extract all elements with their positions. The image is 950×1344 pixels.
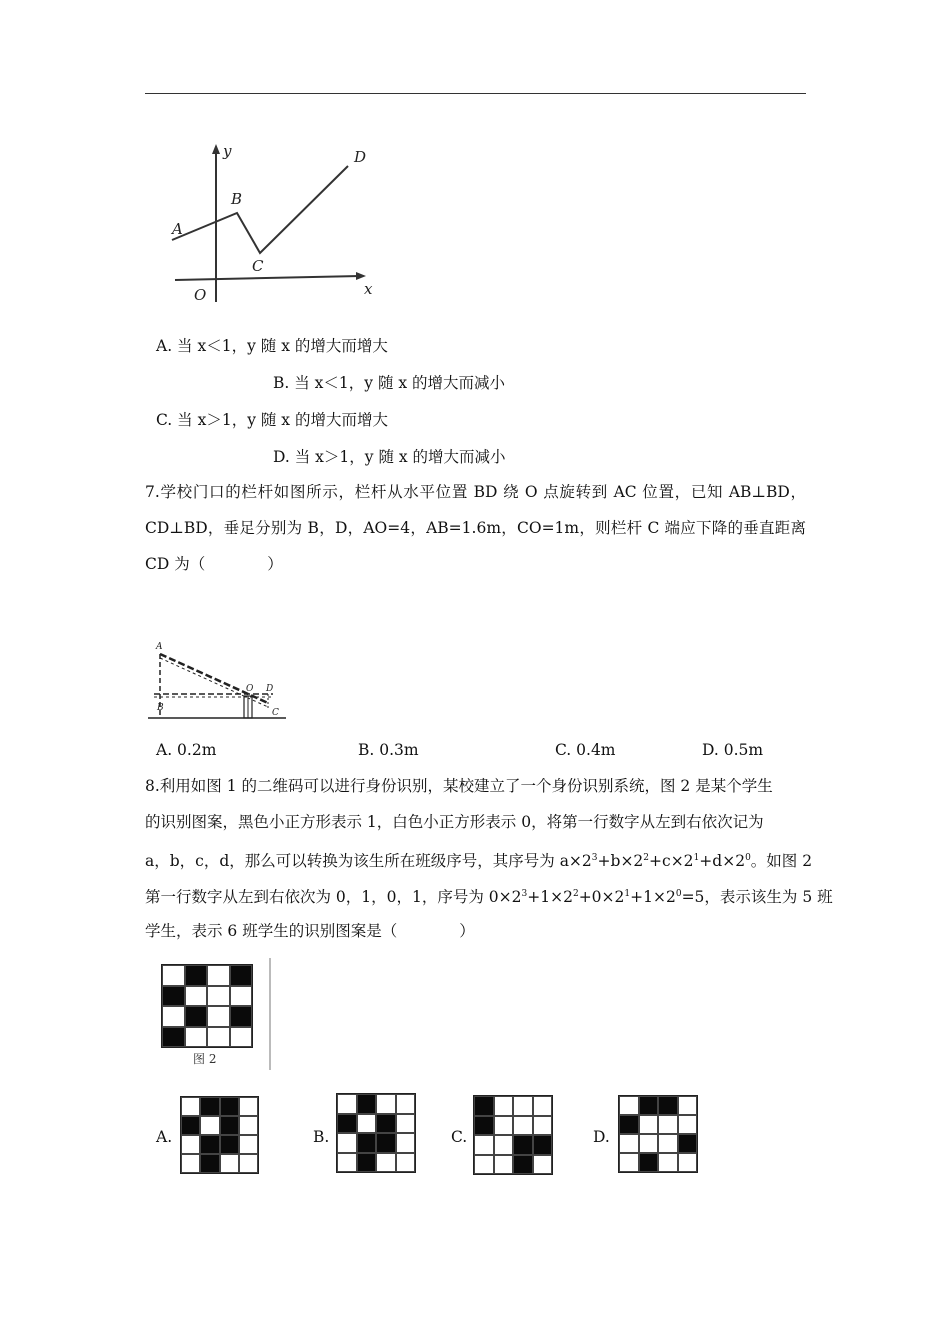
q7-option-c: C. 0.4m — [555, 741, 616, 759]
q8-line-3 — [145, 848, 812, 871]
header-rule — [145, 93, 806, 94]
grid-cell — [185, 1006, 208, 1027]
grid-cell — [533, 1096, 553, 1116]
grid-cell — [678, 1134, 698, 1153]
grid-cell — [181, 1135, 200, 1154]
q7-fig-label-c: C — [272, 708, 279, 718]
grid-cell — [494, 1135, 514, 1155]
grid-cell — [337, 1114, 357, 1134]
origin-label: O — [194, 286, 207, 304]
grid-cell — [619, 1153, 639, 1172]
grid-cell — [207, 986, 230, 1007]
grid-cell — [357, 1153, 377, 1173]
q7-option-b: B. 0.3m — [358, 741, 419, 759]
grid-cell — [376, 1153, 396, 1173]
grid-cell — [207, 1006, 230, 1027]
q8-line-3-suffix: 。如图 2 — [750, 852, 813, 871]
q8-option-d-label: D. — [593, 1128, 610, 1146]
q7-fig-label-d: D — [266, 684, 274, 694]
grid-cell — [639, 1096, 659, 1115]
q8-line-3-mid3: +d×2 — [699, 852, 746, 871]
q8-line-4-suffix: =5，表示该生为 5 班 — [681, 888, 833, 907]
exp-2: 2 — [572, 889, 579, 899]
q8-option-b-grid — [336, 1093, 416, 1173]
q8-line-4 — [145, 884, 833, 907]
grid-cell — [357, 1133, 377, 1153]
axis-y-label: y — [223, 142, 232, 160]
grid-cell — [396, 1114, 416, 1134]
grid-cell — [239, 1135, 258, 1154]
grid-cell — [200, 1097, 219, 1116]
q8-line-5: 学生，表示 6 班学生的识别图案是（ ） — [145, 922, 475, 940]
grid-cell — [513, 1116, 533, 1136]
grid-cell — [181, 1116, 200, 1135]
grid-cell — [357, 1094, 377, 1114]
grid-cell — [474, 1135, 494, 1155]
grid-cell — [533, 1135, 553, 1155]
exp-1: 1 — [624, 889, 631, 899]
point-c-label: C — [252, 257, 264, 275]
q6-option-a: A. 当 x＜1，y 随 x 的增大而增大 — [156, 337, 388, 355]
q8-option-a-label: A. — [156, 1128, 173, 1146]
grid-cell — [619, 1096, 639, 1115]
q8-line-2: 的识别图案，黑色小正方形表示 1，白色小正方形表示 0，将第一行数字从左到右依次记为 — [145, 813, 764, 831]
exp-3: 3 — [521, 889, 528, 899]
q8-option-c-grid — [473, 1095, 553, 1175]
grid-cell — [658, 1115, 678, 1134]
grid-cell — [376, 1133, 396, 1153]
grid-cell — [239, 1097, 258, 1116]
q8-line-4-mid2: +0×2 — [578, 888, 625, 907]
grid-cell — [207, 965, 230, 986]
grid-cell — [678, 1153, 698, 1172]
q7-fig-label-o: O — [246, 684, 254, 694]
grid-cell — [239, 1116, 258, 1135]
q7-option-d: D. 0.5m — [702, 741, 764, 759]
q6-option-d: D. 当 x＞1，y 随 x 的增大而减小 — [273, 448, 506, 466]
q7-fig-label-b: B — [157, 703, 164, 713]
q8-option-a-grid — [180, 1096, 259, 1174]
grid-cell — [181, 1154, 200, 1173]
q8-line-3-mid1: +b×2 — [597, 852, 644, 871]
grid-cell — [162, 965, 185, 986]
grid-cell — [678, 1115, 698, 1134]
grid-cell — [230, 1006, 253, 1027]
grid-cell — [239, 1154, 258, 1173]
grid-cell — [494, 1155, 514, 1175]
grid-cell — [185, 965, 208, 986]
grid-cell — [162, 1006, 185, 1027]
grid-cell — [181, 1097, 200, 1116]
grid-cell — [513, 1096, 533, 1116]
grid-cell — [494, 1096, 514, 1116]
q6-option-b: B. 当 x＜1，y 随 x 的增大而减小 — [273, 374, 506, 392]
grid-cell — [220, 1116, 239, 1135]
grid-cell — [200, 1135, 219, 1154]
grid-cell — [376, 1114, 396, 1134]
grid-cell — [220, 1097, 239, 1116]
grid-cell — [207, 1027, 230, 1048]
q7-question: 7.学校门口的栏杆如图所示，栏杆从水平位置 BD 绕 O 点旋转到 AC 位置，已知 AB⊥BD，CD⊥BD，垂足分别为 B，D，AO=4，AB=1.6m，CO=1m，则栏杆 C 端应下降的垂直距离 CD 为（ ） — [145, 483, 806, 573]
grid-cell — [220, 1135, 239, 1154]
grid-cell — [513, 1155, 533, 1175]
grid-cell — [220, 1154, 239, 1173]
grid-cell — [474, 1155, 494, 1175]
q8-option-b-label: B. — [313, 1128, 330, 1146]
q8-line-3-prefix: a，b，c，d，那么可以转换为该生所在班级序号，其序号为 a×2 — [145, 852, 592, 871]
grid-cell — [658, 1134, 678, 1153]
grid-cell — [619, 1134, 639, 1153]
grid-cell — [337, 1153, 357, 1173]
q7-fig-label-a: A — [156, 642, 163, 652]
grid-cell — [533, 1155, 553, 1175]
grid-cell — [639, 1134, 659, 1153]
q8-line-1: 8.利用如图 1 的二维码可以进行身份识别，某校建立了一个身份识别系统，图 2 是某个学生 — [145, 777, 773, 795]
grid-cell — [639, 1153, 659, 1172]
q8-option-c-label: C. — [451, 1128, 468, 1146]
point-a-label: A — [172, 220, 183, 238]
grid-cell — [185, 986, 208, 1007]
grid-cell — [474, 1096, 494, 1116]
grid-cell — [396, 1133, 416, 1153]
axis-x-label: x — [364, 280, 373, 298]
grid-cell — [533, 1116, 553, 1136]
grid-cell — [230, 1027, 253, 1048]
grid-cell — [200, 1154, 219, 1173]
grid-cell — [357, 1114, 377, 1134]
function-graph — [160, 140, 390, 310]
grid-cell — [337, 1133, 357, 1153]
grid-cell — [396, 1153, 416, 1173]
exp-0: 0 — [675, 889, 682, 899]
q8-line-4-prefix: 第一行数字从左到右依次为 0，1，0，1，序号为 0×2 — [145, 888, 522, 907]
fig2-caption: 图 2 — [193, 1052, 217, 1066]
grid-cell — [230, 986, 253, 1007]
point-d-label: D — [354, 148, 367, 166]
grid-cell — [162, 986, 185, 1007]
grid-cell — [185, 1027, 208, 1048]
grid-cell — [658, 1096, 678, 1115]
grid-cell — [230, 965, 253, 986]
q7-option-a: A. 0.2m — [156, 741, 217, 759]
grid-cell — [396, 1094, 416, 1114]
grid-cell — [658, 1153, 678, 1172]
exp-0: 0 — [745, 853, 751, 863]
grid-cell — [474, 1116, 494, 1136]
grid-cell — [200, 1116, 219, 1135]
q7-barrier-figure — [148, 638, 293, 724]
grid-cell — [376, 1094, 396, 1114]
grid-cell — [678, 1096, 698, 1115]
exp-2: 2 — [643, 853, 650, 863]
q8-option-d-grid — [618, 1095, 698, 1173]
q8-line-4-mid3: +1×2 — [630, 888, 676, 907]
fig2-grid — [161, 964, 253, 1048]
fig2-panel — [157, 958, 271, 1070]
point-b-label: B — [231, 190, 243, 208]
grid-cell — [639, 1115, 659, 1134]
grid-cell — [619, 1115, 639, 1134]
grid-cell — [337, 1094, 357, 1114]
exp-1: 1 — [693, 853, 700, 863]
q8-line-3-mid2: +c×2 — [649, 852, 694, 871]
q8-line-4-mid1: +1×2 — [527, 888, 573, 907]
exp-3: 3 — [591, 853, 598, 863]
grid-cell — [494, 1116, 514, 1136]
grid-cell — [513, 1135, 533, 1155]
q6-option-c: C. 当 x＞1，y 随 x 的增大而增大 — [156, 411, 388, 429]
grid-cell — [162, 1027, 185, 1048]
